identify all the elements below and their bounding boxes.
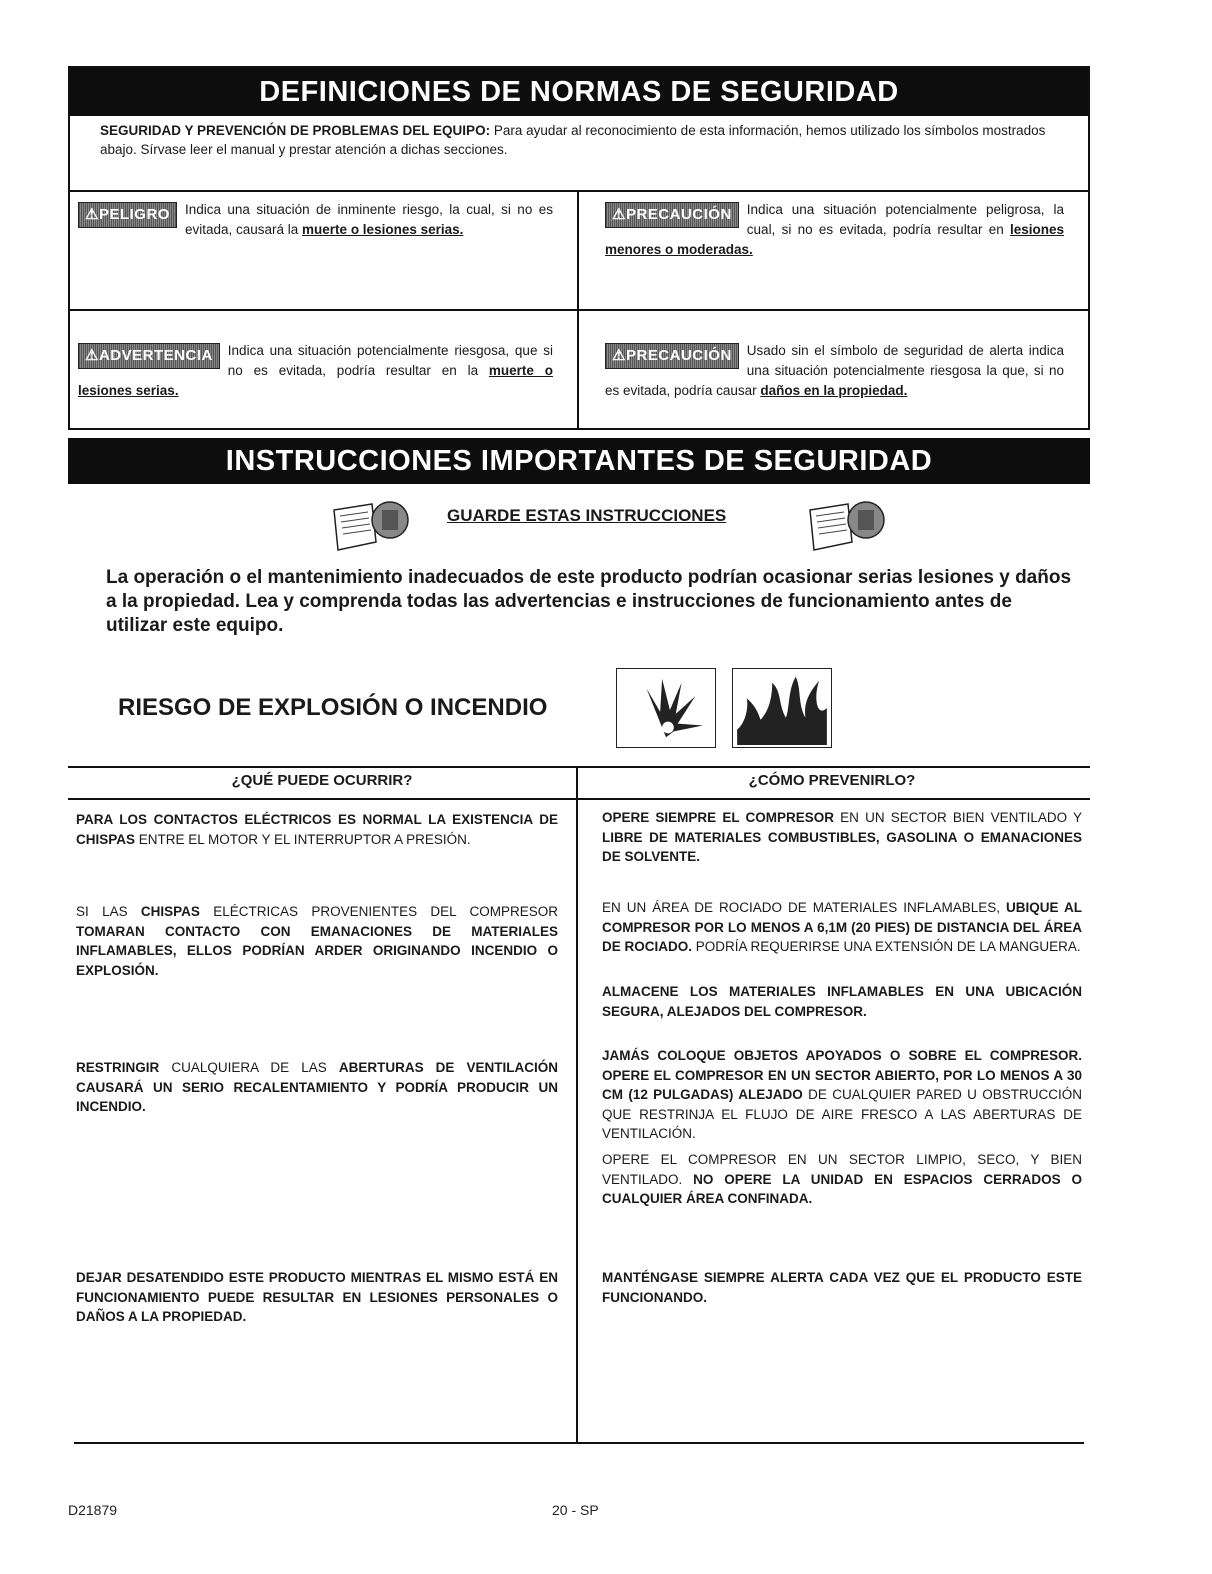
prevention-item: [602, 898, 1082, 957]
manual-book-icon: [332, 498, 412, 554]
hazard-bold: RESTRINGIR: [76, 1060, 160, 1075]
prevention-bold: ALMACENE LOS MATERIALES INFLAMABLES EN UNA UBICACIÓN SEGURA, ALEJADOS DEL COMPRESOR.: [602, 984, 1082, 1019]
doc-number: D21879: [68, 1502, 118, 1518]
hazard-item: [76, 1058, 558, 1117]
hazard-bold: CHISPAS: [140, 904, 200, 919]
hazard-text: ELÉCTRICAS PROVENIENTES DEL COMPRESOR: [199, 904, 558, 919]
prevention-bold: NO OPERE LA UNIDAD EN ESPACIOS CERRADOS O CUALQUIER ÁREA CONFINADA.: [602, 1171, 1082, 1206]
prevention-item: [602, 1046, 1082, 1144]
prevention-item: [602, 1150, 1082, 1209]
manual-book-icon: [808, 498, 888, 554]
col-header-what-can-happen: ¿QUÉ PUEDE OCURRIR?: [231, 772, 413, 789]
risk-table: [68, 766, 1090, 1446]
hazard-item: [76, 902, 558, 980]
hazard-bold: TOMARAN CONTACTO CON EMANACIONES DE MATERIALES INFLAMABLES, ELLOS PODRÍAN ARDER ORIGINANDO INCENDIO O EXPLOSIÓN.: [76, 923, 558, 978]
prevention-bold: JAMÁS COLOQUE OBJETOS APOYADOS O SOBRE EL COMPRESOR. OPERE EL COMPRESOR EN UN SECTOR ABIERTO, POR LO MENOS A 30 CM (12 PULGADAS) ALEJADO: [602, 1048, 1082, 1102]
risk-title: RIESGO DE EXPLOSIÓN O INCENDIO: [118, 694, 548, 721]
hazard-bold: ABERTURAS DE VENTILACIÓN CAUSARÁ UN SERIO RECALENTAMIENTO Y PODRÍA PRODUCIR UN INCENDIO.: [76, 1060, 558, 1114]
precaucion-text: Indica una situación potencialmente peligrosa, la cual, si no es evitada, podría resultar en: [746, 202, 1064, 237]
intro-text: Para ayudar al reconocimiento de esta información, hemos utilizado los símbolos mostrados abajo. Sírvase leer el manual y prestar atención a dichas secciones.: [100, 123, 1046, 157]
instructions-banner: INSTRUCCIONES IMPORTANTES DE SEGURIDAD: [68, 438, 1090, 484]
definitions-banner: DEFINICIONES DE NORMAS DE SEGURIDAD: [70, 68, 1088, 116]
precaucion2-emph: daños en la propiedad.: [760, 383, 908, 398]
signal-word-grid: [70, 190, 1088, 430]
signal-cell-precaucion-no-symbol: [579, 311, 1088, 430]
prevention-bold: MANTÉNGASE SIEMPRE ALERTA CADA VEZ QUE EL PRODUCTO ESTE FUNCIONANDO.: [602, 1270, 1082, 1305]
prevention-item: [602, 982, 1082, 1021]
advertencia-text: Indica una situación potencialmente riesgosa, que si no es evitada, podría resultar en la: [227, 343, 553, 378]
prevention-item: [602, 808, 1082, 867]
signal-cell-precaucion: [579, 192, 1088, 311]
prevention-text: DE CUALQUIER PARED U OBSTRUCCIÓN QUE RESTRINJA EL FLUJO DE AIRE FRESCO A LAS ABERTURAS DE VENTILACIÓN.: [602, 1087, 1082, 1141]
table-bottom-rule: [74, 1442, 1084, 1444]
peligro-emph: muerte o lesiones serias.: [302, 222, 464, 237]
prevention-item: [602, 1268, 1082, 1307]
prevention-text: EN UN SECTOR BIEN VENTILADO Y: [834, 810, 1082, 825]
peligro-label: ⚠PELIGRO: [78, 202, 177, 228]
warning-paragraph: La operación o el mantenimiento inadecuados de este producto podrían ocasionar serias lesiones y daños a la propiedad. Lea y comprenda todas las advertencias e instrucciones de funcionamiento antes de utilizar este equipo.: [106, 567, 1072, 636]
prevention-bold: UBIQUE AL COMPRESOR POR LO MENOS A 6,1M (20 PIES) DE DISTANCIA DEL ÁREA DE ROCIADO.: [602, 900, 1083, 954]
precaucion-emph: lesiones menores o moderadas.: [605, 222, 1064, 257]
table-column-divider: [576, 766, 578, 1444]
signal-cell-advertencia: [70, 311, 579, 430]
prevention-bold: OPERE SIEMPRE EL COMPRESOR: [602, 810, 835, 825]
peligro-text: Indica una situación de inminente riesgo, la cual, si no es evitada, causará la: [184, 202, 553, 237]
hazard-item: [76, 810, 558, 849]
page-number: 20 - SP: [552, 1502, 599, 1518]
intro-bold: SEGURIDAD Y PREVENCIÓN DE PROBLEMAS DEL EQUIPO:: [100, 123, 491, 138]
hazard-bold: DEJAR DESATENDIDO ESTE PRODUCTO MIENTRAS EL MISMO ESTÁ EN FUNCIONAMIENTO PUEDE RESULTAR EN LESIONES PERSONALES O DAÑOS A LA PROPIEDAD.: [76, 1270, 558, 1324]
prevention-text: PODRÍA REQUERIRSE UNA EXTENSIÓN DE LA MANGUERA.: [692, 939, 1081, 954]
guard-instructions-row: [0, 496, 1212, 556]
precaucion2-text: Usado sin el símbolo de seguridad de alerta indica una situación potencialmente riesgosa la que, si no es evitada, podría causar: [605, 343, 1064, 398]
hazard-text: CUALQUIERA DE LAS: [159, 1060, 339, 1075]
prevention-text: OPERE EL COMPRESOR EN UN SECTOR LIMPIO, SECO, Y BIEN VENTILADO.: [602, 1152, 1082, 1187]
hazard-bold: PARA LOS CONTACTOS ELÉCTRICOS ES NORMAL LA EXISTENCIA DE CHISPAS: [76, 812, 558, 847]
guard-title: GUARDE ESTAS INSTRUCCIONES: [447, 506, 727, 525]
explosion-icon: [616, 668, 716, 748]
prevention-bold: LIBRE DE MATERIALES COMBUSTIBLES, GASOLINA O EMANACIONES DE SOLVENTE.: [602, 829, 1082, 864]
hazard-item: [76, 1268, 558, 1327]
hazard-text: SI LAS: [76, 904, 141, 919]
signal-cell-peligro: [70, 192, 579, 311]
col-header-how-to-prevent: ¿CÓMO PREVENIRLO?: [748, 772, 916, 789]
advertencia-label: ⚠ADVERTENCIA: [78, 343, 220, 369]
fire-icon: [732, 668, 832, 748]
precaucion2-label: ⚠PRECAUCIÓN: [605, 343, 739, 369]
hazard-text: ENTRE EL MOTOR Y EL INTERRUPTOR A PRESIÓN.: [135, 831, 471, 847]
advertencia-emph: muerte o lesiones serias.: [78, 363, 553, 398]
precaucion-label: ⚠PRECAUCIÓN: [605, 202, 739, 228]
table-header-rule: [68, 798, 1090, 800]
safety-definitions-box: [68, 66, 1090, 430]
prevention-text: EN UN ÁREA DE ROCIADO DE MATERIALES INFLAMABLES,: [602, 900, 1007, 915]
table-top-rule: [68, 766, 1090, 768]
